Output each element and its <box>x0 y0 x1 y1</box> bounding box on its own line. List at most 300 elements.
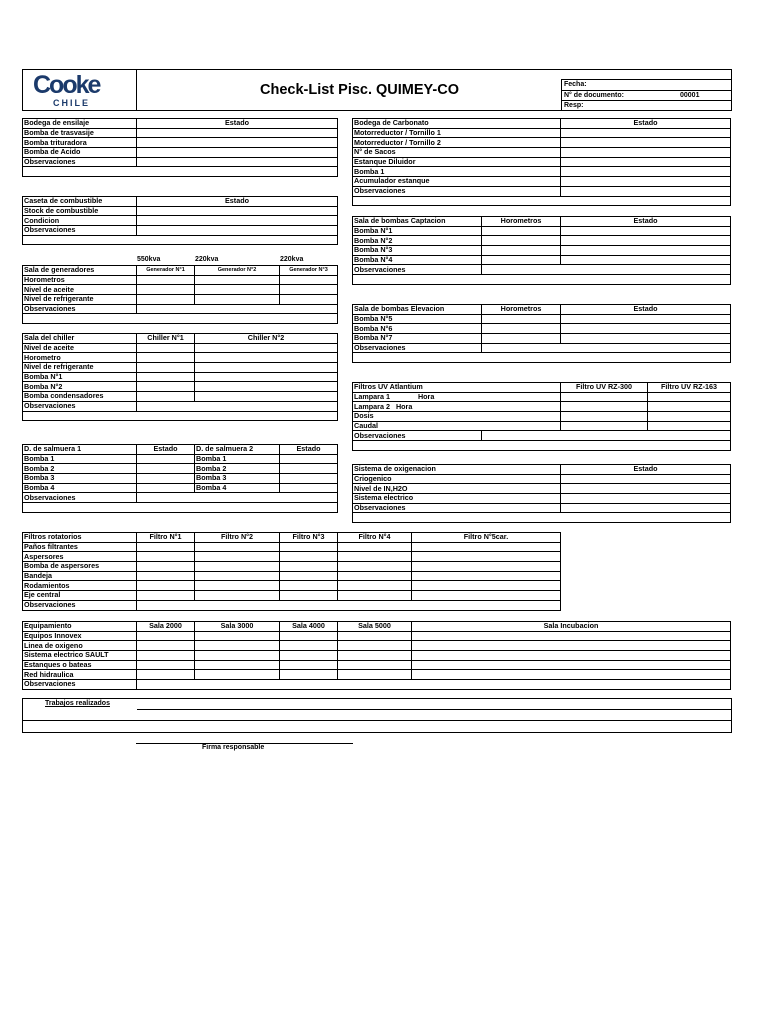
row-label: Stock de combustible <box>23 206 137 216</box>
cell[interactable] <box>280 295 338 305</box>
cell[interactable] <box>482 431 731 441</box>
uv-title: Filtros UV Atlantium <box>353 383 561 393</box>
observaciones-cell[interactable] <box>353 513 731 523</box>
cell[interactable] <box>137 304 338 314</box>
observaciones-cell[interactable] <box>353 196 731 206</box>
table-row <box>23 680 731 690</box>
row-label: Observaciones <box>23 680 137 690</box>
table-row <box>23 372 338 382</box>
trabajos-line-1 <box>137 709 731 710</box>
doc-number-value: 00001 <box>680 91 700 99</box>
table-row <box>23 464 338 474</box>
cell[interactable] <box>561 186 731 196</box>
observaciones-row <box>23 167 338 177</box>
captacion-col-estado: Estado <box>561 217 731 227</box>
table-row <box>353 334 731 344</box>
col-filtro-3: Filtro N°3 <box>280 533 338 543</box>
salmuera1-col-estado: Estado <box>137 445 195 455</box>
cell[interactable] <box>280 581 338 591</box>
table-row <box>353 128 731 138</box>
row-label: Bomba N°4 <box>353 255 482 265</box>
row-label: Observaciones <box>353 343 482 353</box>
table-row <box>23 401 338 411</box>
cell[interactable] <box>137 401 338 411</box>
cell[interactable] <box>137 680 731 690</box>
row-label: Aspersores <box>23 552 137 562</box>
row-label: Bomba N°2 <box>353 236 482 246</box>
cell[interactable] <box>137 651 195 661</box>
cell[interactable] <box>561 494 731 504</box>
estado-cell[interactable] <box>137 148 338 158</box>
row-label: Bomba 3 <box>195 474 280 484</box>
cell[interactable] <box>648 421 731 431</box>
cell[interactable] <box>195 651 280 661</box>
cell[interactable] <box>482 226 561 236</box>
doc-number-field[interactable] <box>561 90 731 101</box>
table-row <box>23 295 338 305</box>
cell[interactable] <box>280 571 338 581</box>
trabajos-line-2 <box>23 720 731 721</box>
observaciones-cell[interactable] <box>353 275 731 285</box>
cell[interactable] <box>561 314 731 324</box>
cell[interactable] <box>561 157 731 167</box>
table-row <box>353 226 731 236</box>
table-row <box>353 265 731 275</box>
table-row <box>353 431 731 441</box>
row-label: Lampara 1 <box>354 392 390 402</box>
observaciones-cell[interactable] <box>353 441 731 451</box>
table-row <box>23 651 731 661</box>
cell[interactable] <box>561 474 731 484</box>
table-row <box>353 236 731 246</box>
oxigenacion-col-estado: Estado <box>561 465 731 475</box>
fecha-field[interactable] <box>561 79 731 90</box>
cell[interactable] <box>482 236 561 246</box>
table-row <box>353 494 731 504</box>
cell[interactable] <box>412 651 731 661</box>
cell[interactable] <box>195 581 280 591</box>
row-label: Observaciones <box>353 503 561 513</box>
col-filtro-4: Filtro N°4 <box>338 533 412 543</box>
cell[interactable] <box>137 600 561 610</box>
table-row <box>353 343 731 353</box>
table-row <box>353 246 731 256</box>
cell[interactable] <box>561 334 731 344</box>
elevacion-table <box>352 304 731 363</box>
cell[interactable] <box>648 402 731 412</box>
document-meta <box>561 79 731 110</box>
table-row <box>23 363 338 373</box>
cell[interactable] <box>338 581 412 591</box>
cell[interactable] <box>412 571 561 581</box>
cell[interactable] <box>137 392 195 402</box>
cell[interactable] <box>561 236 731 246</box>
row-label: Bomba N°1 <box>353 226 482 236</box>
observaciones-cell[interactable] <box>353 353 731 363</box>
cell[interactable] <box>195 285 280 295</box>
table-row <box>23 493 338 503</box>
cell[interactable] <box>137 591 195 601</box>
cell[interactable] <box>412 641 731 651</box>
uv-col-rz163: Filtro UV RZ-163 <box>648 383 731 393</box>
row-label: Nivel de aceite <box>23 343 137 353</box>
row-label: Bomba N°1 <box>23 372 137 382</box>
row-label: Lampara 2 <box>354 401 390 411</box>
table-row <box>23 483 338 493</box>
row-label: Bomba de Acido <box>23 148 137 158</box>
cell[interactable] <box>412 542 561 552</box>
col-filtro-2: Filtro N°2 <box>195 533 280 543</box>
cell[interactable] <box>561 167 731 177</box>
cell[interactable] <box>338 651 412 661</box>
cell[interactable] <box>412 562 561 572</box>
cell[interactable] <box>482 246 561 256</box>
row-label: Nivel de refrigerante <box>23 295 137 305</box>
carbonato-table <box>352 118 731 206</box>
estado-cell[interactable] <box>137 216 338 226</box>
cell[interactable] <box>137 552 195 562</box>
row-label: Bomba N°2 <box>23 382 137 392</box>
cell[interactable] <box>137 542 195 552</box>
cell[interactable] <box>137 285 195 295</box>
table-row <box>23 562 561 572</box>
cell[interactable] <box>195 542 280 552</box>
row-label: Bomba condensadores <box>23 392 137 402</box>
row-label: Bomba 3 <box>23 474 137 484</box>
cell[interactable] <box>195 562 280 572</box>
table-row <box>353 484 731 494</box>
cell[interactable] <box>280 464 338 474</box>
cell[interactable] <box>338 562 412 572</box>
cell[interactable] <box>195 660 280 670</box>
cell[interactable] <box>482 265 731 275</box>
cell[interactable] <box>561 128 731 138</box>
carbonato-title: Bodega de Carbonato <box>353 119 561 129</box>
table-row <box>23 552 561 562</box>
cell[interactable] <box>137 454 195 464</box>
salmuera1-title: D. de salmuera 1 <box>23 445 137 455</box>
cell[interactable] <box>137 275 195 285</box>
cell[interactable] <box>137 670 195 680</box>
row-label: Dosis <box>353 412 561 422</box>
row-label: Motorreductor / Tornillo 1 <box>353 128 561 138</box>
cell[interactable] <box>412 581 561 591</box>
table-row <box>23 631 731 641</box>
salmuera2-title: D. de salmuera 2 <box>195 445 280 455</box>
estado-cell[interactable] <box>137 206 338 216</box>
cell[interactable] <box>280 483 338 493</box>
cell[interactable] <box>561 324 731 334</box>
generadores-table <box>22 265 338 324</box>
row-label: Bomba trituradora <box>23 138 137 148</box>
row-label: Estanques o bateas <box>23 660 137 670</box>
col-sala-4000: Sala 4000 <box>280 622 338 632</box>
cell[interactable] <box>137 631 195 641</box>
table-row <box>23 157 338 167</box>
table-row <box>23 148 338 158</box>
cell[interactable] <box>412 591 561 601</box>
cell[interactable] <box>482 324 561 334</box>
cell[interactable] <box>561 148 731 158</box>
table-row <box>23 660 731 670</box>
cell[interactable] <box>195 670 280 680</box>
elevacion-col-horometros: Horometros <box>482 305 561 315</box>
cell[interactable] <box>280 670 338 680</box>
resp-field[interactable] <box>561 100 731 111</box>
cell[interactable] <box>648 412 731 422</box>
row-label: Observaciones <box>353 265 482 275</box>
table-row <box>353 503 731 513</box>
cell[interactable] <box>137 562 195 572</box>
uv-table <box>352 382 731 451</box>
cell[interactable] <box>482 343 731 353</box>
cell[interactable] <box>280 631 338 641</box>
rotatorios-table <box>22 532 561 611</box>
row-label: Bomba 4 <box>195 483 280 493</box>
row-label: Observaciones <box>353 186 561 196</box>
cell[interactable] <box>195 631 280 641</box>
ensilaje-title: Bodega de ensilaje <box>23 119 137 129</box>
table-row <box>23 128 338 138</box>
table-row <box>23 304 338 314</box>
cell[interactable] <box>338 591 412 601</box>
table-row <box>23 138 338 148</box>
table-row <box>353 392 731 402</box>
observaciones-cell[interactable] <box>23 235 338 245</box>
row-label: N° de Sacos <box>353 148 561 158</box>
cell[interactable] <box>280 591 338 601</box>
cell[interactable] <box>338 660 412 670</box>
cell[interactable] <box>280 641 338 651</box>
cell[interactable] <box>561 177 731 187</box>
cell[interactable] <box>561 226 731 236</box>
combustible-col-estado: Estado <box>137 197 338 207</box>
cell[interactable] <box>137 571 195 581</box>
table-row <box>353 412 731 422</box>
cell[interactable] <box>195 382 338 392</box>
table-row <box>23 206 338 216</box>
table-row <box>23 226 338 236</box>
table-row <box>23 474 338 484</box>
col-sala-3000: Sala 3000 <box>195 622 280 632</box>
cell[interactable] <box>280 474 338 484</box>
table-row <box>23 542 561 552</box>
row-label: Observaciones <box>23 401 137 411</box>
observaciones-cell[interactable] <box>23 314 338 324</box>
row-label: Criogenico <box>353 474 561 484</box>
hora-label: Hora <box>395 401 413 411</box>
combustible-title: Caseta de combustible <box>23 197 137 207</box>
row-label: Nivel de IN,H2O <box>353 484 561 494</box>
cell[interactable] <box>561 255 731 265</box>
cell[interactable] <box>280 275 338 285</box>
row-label: Observaciones <box>23 600 137 610</box>
cell[interactable] <box>561 402 648 412</box>
cell[interactable] <box>482 334 561 344</box>
row-label: Bomba N°7 <box>353 334 482 344</box>
col-chiller-1: Chiller N°1 <box>137 334 195 344</box>
row-label: Estanque Diluidor <box>353 157 561 167</box>
row-label: Equipos Innovex <box>23 631 137 641</box>
cell[interactable] <box>195 353 338 363</box>
cell[interactable] <box>561 412 648 422</box>
rotatorios-title: Filtros rotatorios <box>23 533 137 543</box>
observaciones-cell[interactable] <box>23 167 338 177</box>
cell[interactable] <box>412 660 731 670</box>
cell[interactable] <box>195 641 280 651</box>
cell[interactable] <box>561 421 648 431</box>
observaciones-row <box>353 275 731 285</box>
cell[interactable] <box>137 343 195 353</box>
col-sala-2000: Sala 2000 <box>137 622 195 632</box>
document-header <box>22 69 732 111</box>
row-label: Rodamientos <box>23 581 137 591</box>
cell[interactable] <box>561 138 731 148</box>
cell[interactable] <box>561 392 648 402</box>
ensilaje-table <box>22 118 338 177</box>
observaciones-row <box>353 353 731 363</box>
cell[interactable] <box>412 631 731 641</box>
cell[interactable] <box>561 246 731 256</box>
cell[interactable] <box>338 542 412 552</box>
equipamiento-title: Equipamiento <box>23 622 137 632</box>
cell[interactable] <box>137 464 195 474</box>
cell[interactable] <box>412 670 731 680</box>
row-label: Condicion <box>23 216 137 226</box>
generadores-title: Sala de generadores <box>23 266 137 276</box>
row-label: Bomba de trasvasije <box>23 128 137 138</box>
salmuera-table <box>22 444 338 513</box>
cell[interactable] <box>280 285 338 295</box>
table-row <box>23 353 338 363</box>
cell[interactable] <box>195 343 338 353</box>
combustible-table <box>22 196 338 245</box>
cell[interactable] <box>195 372 338 382</box>
col-chiller-2: Chiller N°2 <box>195 334 338 344</box>
cell[interactable] <box>137 641 195 651</box>
captacion-title: Sala de bombas Captacion <box>353 217 482 227</box>
row-label: Sistema electrico <box>353 494 561 504</box>
cell[interactable] <box>195 571 280 581</box>
cell[interactable] <box>482 314 561 324</box>
row-label: Eje central <box>23 591 137 601</box>
cell[interactable] <box>482 255 561 265</box>
table-row <box>353 474 731 484</box>
carbonato-col-estado: Estado <box>561 119 731 129</box>
ensilaje-col-estado: Estado <box>137 119 338 129</box>
cell[interactable] <box>280 562 338 572</box>
cell[interactable] <box>137 372 195 382</box>
observaciones-cell[interactable] <box>23 411 338 421</box>
cell[interactable] <box>137 660 195 670</box>
oxigenacion-title: Sistema de oxigenacion <box>353 465 561 475</box>
cell[interactable] <box>338 641 412 651</box>
cell[interactable] <box>195 392 338 402</box>
cooke-logo <box>23 70 137 110</box>
observaciones-row <box>353 441 731 451</box>
estado-cell[interactable] <box>137 157 338 167</box>
row-label: Observaciones <box>23 493 137 503</box>
cell[interactable] <box>338 552 412 562</box>
firma-label: Firma responsable <box>202 744 265 751</box>
table-row <box>23 216 338 226</box>
table-row <box>353 138 731 148</box>
cell[interactable] <box>137 483 195 493</box>
page-title: Check-List Pisc. QUIMEY-CO <box>259 82 460 98</box>
table-row <box>23 285 338 295</box>
table-row <box>353 177 731 187</box>
row-label: Observaciones <box>23 157 137 167</box>
cell[interactable] <box>338 571 412 581</box>
cell[interactable] <box>137 581 195 591</box>
cell[interactable] <box>195 363 338 373</box>
cell[interactable] <box>137 474 195 484</box>
captacion-col-horometros: Horometros <box>482 217 561 227</box>
elevacion-title: Sala de bombas Elevacion <box>353 305 482 315</box>
table-row <box>353 148 731 158</box>
cell[interactable] <box>137 353 195 363</box>
row-label: Observaciones <box>353 431 482 441</box>
table-row <box>23 454 338 464</box>
cell[interactable] <box>195 295 280 305</box>
cell[interactable] <box>137 363 195 373</box>
trabajos-label: Trabajos realizados <box>45 700 110 707</box>
row-label: Horometro <box>23 353 137 363</box>
cell[interactable] <box>137 295 195 305</box>
trabajos-box[interactable] <box>22 698 732 733</box>
table-row <box>23 641 731 651</box>
estado-cell[interactable] <box>137 128 338 138</box>
cell[interactable] <box>561 484 731 494</box>
cell[interactable] <box>137 382 195 392</box>
cell[interactable] <box>195 275 280 285</box>
cell[interactable] <box>561 503 731 513</box>
table-row <box>23 581 561 591</box>
cell[interactable] <box>412 552 561 562</box>
cell[interactable] <box>338 670 412 680</box>
cell[interactable] <box>280 552 338 562</box>
table-row <box>23 571 561 581</box>
kva-550: 550kva <box>137 256 161 263</box>
estado-cell[interactable] <box>137 138 338 148</box>
row-label: Bomba 1 <box>23 454 137 464</box>
table-row <box>23 670 731 680</box>
cell[interactable] <box>338 631 412 641</box>
col-sala-incubacion: Sala Incubacion <box>412 622 731 632</box>
cell[interactable] <box>280 660 338 670</box>
row-label: Bomba 2 <box>195 464 280 474</box>
cell[interactable] <box>195 552 280 562</box>
observaciones-row <box>23 235 338 245</box>
col-generador-3: Generador N°3 <box>280 266 338 276</box>
row-label: Nivel de refrigerante <box>23 363 137 373</box>
observaciones-cell[interactable] <box>23 503 338 513</box>
logo-sub: CHILE <box>53 98 90 108</box>
table-row <box>23 591 561 601</box>
observaciones-row <box>353 513 731 523</box>
cell[interactable] <box>648 392 731 402</box>
chiller-title: Sala del chiller <box>23 334 137 344</box>
row-label: Linea de oxigeno <box>23 641 137 651</box>
cell[interactable] <box>137 493 338 503</box>
cell[interactable] <box>195 591 280 601</box>
cell[interactable] <box>280 542 338 552</box>
cell[interactable] <box>280 651 338 661</box>
fecha-label: Fecha: <box>564 81 587 88</box>
cell[interactable] <box>280 454 338 464</box>
estado-cell[interactable] <box>137 226 338 236</box>
hora-label: Hora <box>417 392 435 402</box>
